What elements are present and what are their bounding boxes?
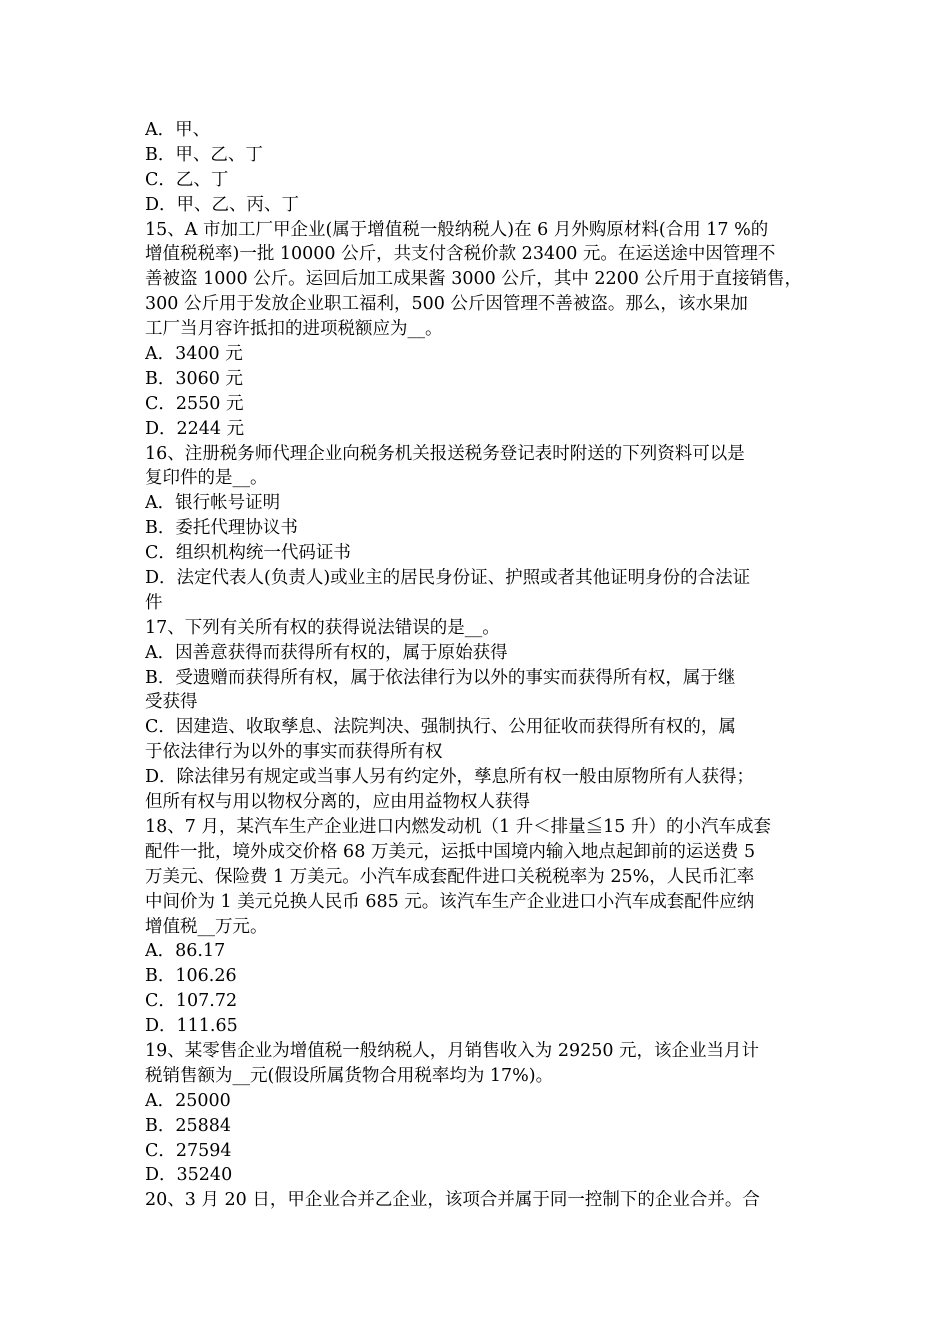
question-15-text: 善被盗 1000 公斤。运回后加工成果酱 3000 公斤，其中 2200 公斤用于直接销售， [145, 269, 802, 290]
option-b: 受获得 [145, 692, 198, 713]
question-16-text: 16、注册税务师代理企业向税务机关报送税务登记表时附送的下列资料可以是 [145, 443, 745, 464]
question-18-text: 万美元、保险费 1 万美元。小汽车成套配件进口关税税率为 25%，人民币汇率 [145, 866, 755, 887]
text-line: B．甲、乙、丁 [145, 144, 263, 165]
question-15-text: 300 公斤用于发放企业职工福利，500 公斤因管理不善被盗。那么，该水果加 [145, 294, 748, 315]
option-b: B．25884 [145, 1115, 232, 1136]
option-a: A．25000 [145, 1090, 231, 1111]
option-c: C．27594 [145, 1140, 232, 1161]
option-c: 于依法律行为以外的事实而获得所有权 [145, 742, 443, 763]
option-a: A．因善意获得而获得所有权的，属于原始获得 [145, 642, 508, 663]
question-15-text: 工厂当月容许抵扣的进项税额应为__。 [145, 319, 443, 340]
option-c: C．107.72 [145, 991, 238, 1012]
option-c: C．因建造、收取孳息、法院判决、强制执行、公用征收而获得所有权的，属 [145, 717, 736, 738]
option-c: C．组织机构统一代码证书 [145, 543, 351, 564]
option-b: B．受遗赠而获得所有权，属于依法律行为以外的事实而获得所有权，属于继 [145, 667, 736, 688]
option-d: 但所有权与用以物权分离的，应由用益物权人获得 [145, 792, 530, 813]
question-17-text: 17、下列有关所有权的获得说法错误的是__。 [145, 617, 500, 638]
text-line: A．甲、 [145, 120, 211, 140]
question-15-text: 15、A 市加工厂甲企业(属于增值税一般纳税人)在 6 月外购原材料(合用 17 %的 [145, 219, 769, 240]
question-19-text: 19、某零售企业为增值税一般纳税人，月销售收入为 29250 元，该企业当月计 [145, 1040, 760, 1061]
option-b: B．委托代理协议书 [145, 518, 298, 539]
question-19-text: 税销售额为__元(假设所属货物合用税率均为 17%)。 [145, 1065, 554, 1086]
question-18-text: 增值税__万元。 [145, 916, 268, 937]
option-a: A．银行帐号证明 [145, 493, 281, 514]
option-b: B．3060 元 [145, 368, 243, 389]
question-15-text: 增值税税率)一批 10000 公斤，共支付含税价款 23400 元。在运送途中因管理不 [145, 244, 776, 265]
option-d: D．除法律另有规定或当事人另有约定外，孳息所有权一般由原物所有人获得； [145, 767, 755, 788]
option-d: D．2244 元 [145, 418, 245, 439]
question-18-text: 18、7 月，某汽车生产企业进口内燃发动机（1 升＜排量≦15 升）的小汽车成套 [145, 816, 771, 837]
text-line: C．乙、丁 [145, 169, 229, 190]
option-a: A．3400 元 [145, 344, 243, 365]
option-b: B．106.26 [145, 966, 237, 987]
option-d: D．35240 [145, 1165, 233, 1186]
question-16-text: 复印件的是__。 [145, 468, 268, 489]
document-body [145, 118, 813, 1213]
question-20-text: 20、3 月 20 日，甲企业合并乙企业，该项合并属于同一控制下的企业合并。合 [145, 1190, 760, 1211]
option-a: A．86.17 [145, 941, 226, 962]
question-18-text: 配件一批，境外成交价格 68 万美元，运抵中国境内输入地点起卸前的运送费 5 [145, 841, 756, 862]
option-d: 件 [145, 592, 163, 613]
option-d: D．法定代表人(负责人)或业主的居民身份证、护照或者其他证明身份的合法证 [145, 568, 751, 589]
option-d: D．111.65 [145, 1016, 238, 1037]
text-line: D．甲、乙、丙、丁 [145, 194, 300, 215]
option-c: C．2550 元 [145, 393, 244, 414]
question-18-text: 中间价为 1 美元兑换人民币 685 元。该汽车生产企业进口小汽车成套配件应纳 [145, 891, 755, 912]
